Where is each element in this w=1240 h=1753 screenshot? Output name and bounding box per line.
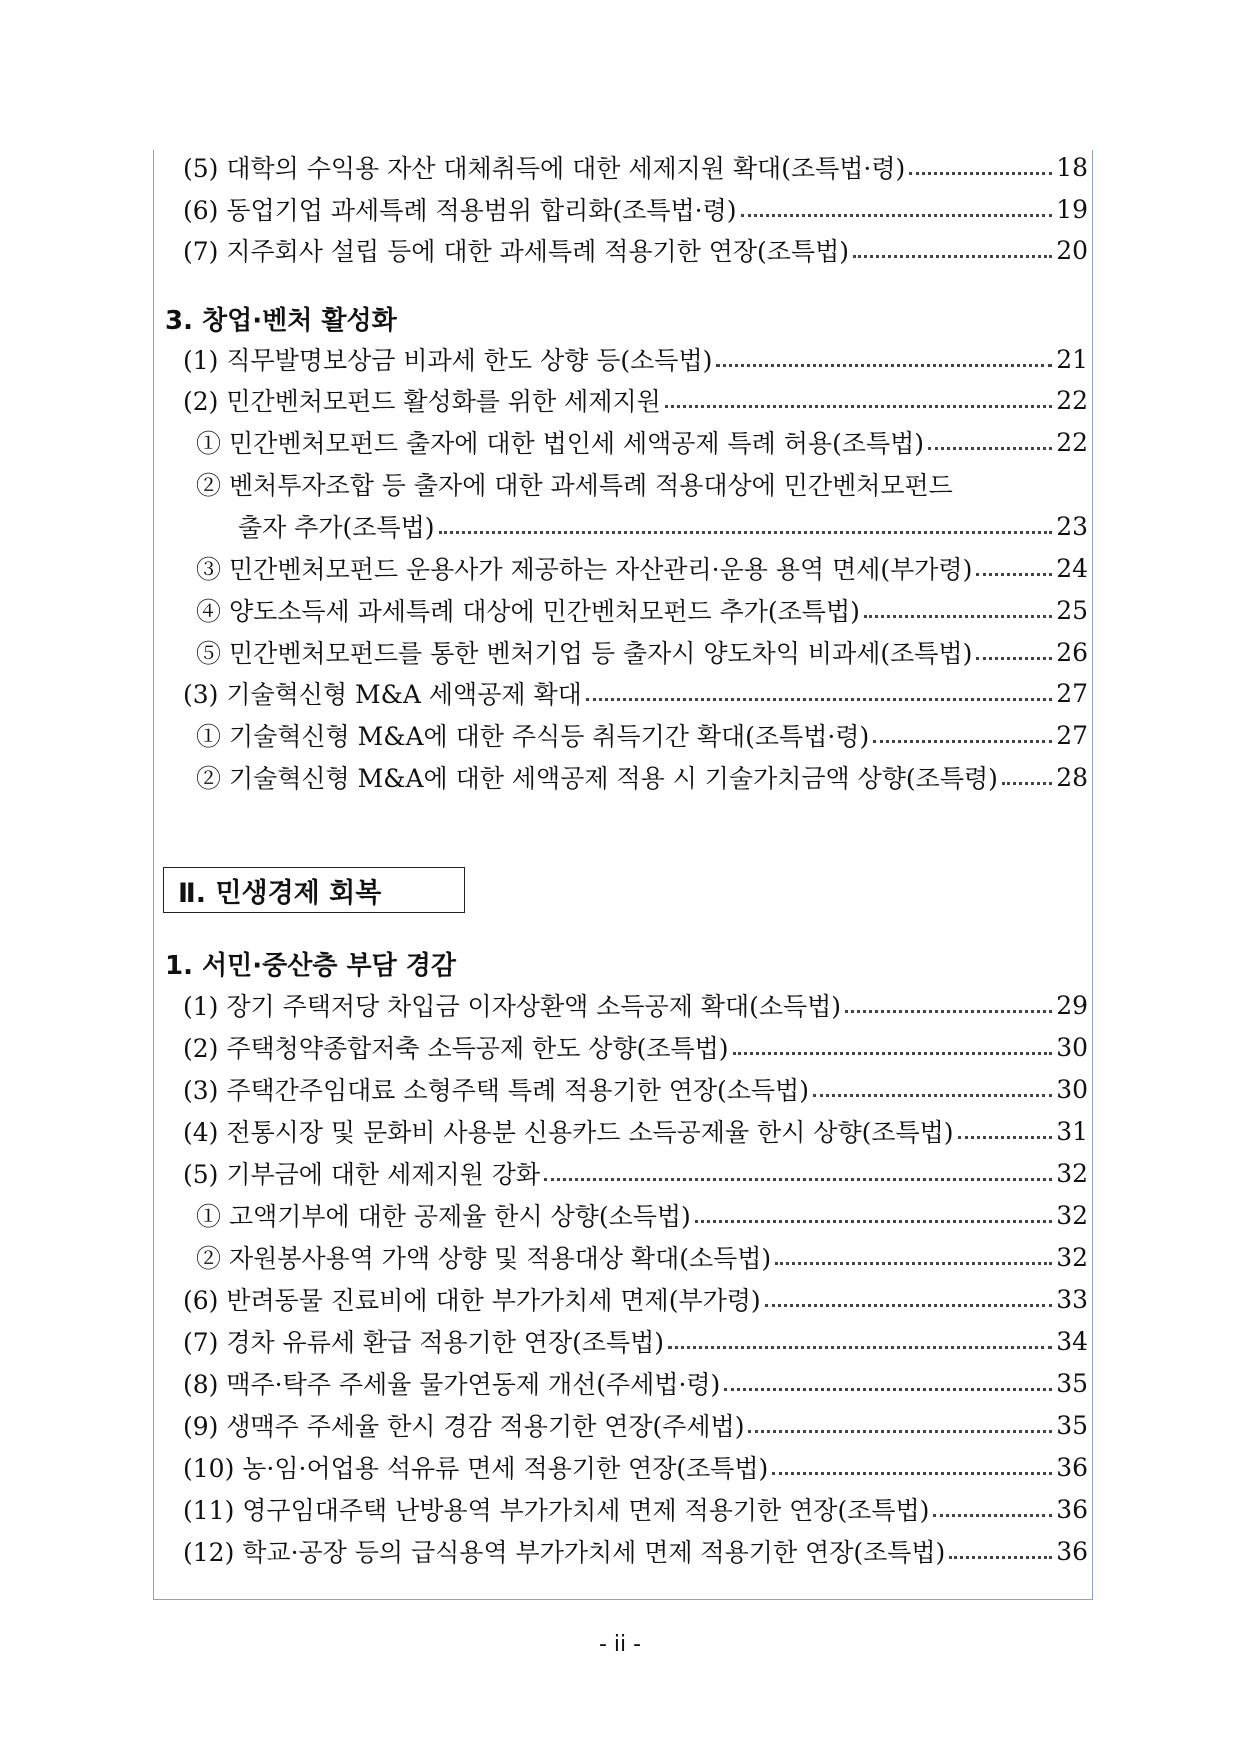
toc-entry-page: 20 bbox=[1056, 235, 1088, 265]
toc-entry[interactable] bbox=[183, 339, 1088, 379]
leader-dots bbox=[748, 1430, 1052, 1433]
toc-entry-text: (12) 학교·공장 등의 급식용역 부가가치세 면제 적용기한 연장(조특법) bbox=[183, 1538, 946, 1567]
toc-entry-text: ① 민간벤처모펀드 출자에 대한 법인세 세액공제 특례 허용(조특법) bbox=[196, 429, 925, 458]
leader-dots bbox=[1002, 782, 1052, 785]
toc-entry-text: ④ 양도소득세 과세특례 대상에 민간벤처모펀드 추가(조특법) bbox=[196, 597, 860, 626]
section-heading: 1. 서민·중산층 부담 경감 bbox=[165, 951, 457, 981]
leader-dots bbox=[586, 698, 1052, 701]
toc-entry-page: 30 bbox=[1056, 1074, 1088, 1104]
toc-entry-page: 30 bbox=[1056, 1032, 1088, 1062]
toc-entry[interactable] bbox=[183, 1447, 1088, 1487]
leader-dots bbox=[949, 1556, 1052, 1559]
toc-entry-text: (4) 전통시장 및 문화비 사용분 신용카드 소득공제율 한시 상향(조특법) bbox=[183, 1118, 954, 1147]
leader-dots bbox=[958, 1136, 1053, 1139]
toc-entry[interactable] bbox=[183, 189, 1088, 229]
toc-entry[interactable] bbox=[183, 1321, 1088, 1361]
toc-entry[interactable] bbox=[196, 464, 1088, 504]
toc-entry-text: ② 자원봉사용역 가액 상향 및 적용대상 확대(소득법) bbox=[196, 1244, 772, 1273]
leader-dots bbox=[724, 1388, 1052, 1391]
toc-entry-page: 27 bbox=[1056, 678, 1088, 708]
toc-entry[interactable] bbox=[196, 1237, 1088, 1277]
toc-entry[interactable] bbox=[183, 1027, 1088, 1067]
toc-entry-page: 34 bbox=[1056, 1326, 1088, 1356]
toc-entry[interactable] bbox=[183, 1069, 1088, 1109]
toc-entry-text: ② 벤처투자조합 등 출자에 대한 과세특례 적용대상에 민간벤처모펀드 bbox=[196, 471, 953, 500]
leader-dots bbox=[976, 573, 1052, 576]
toc-entry-page: 36 bbox=[1056, 1452, 1088, 1482]
toc-entry-page: 24 bbox=[1056, 553, 1088, 583]
toc-entry[interactable] bbox=[196, 715, 1088, 755]
toc-entry-text: (8) 맥주·탁주 주세율 물가연동제 개선(주세법·령) bbox=[183, 1370, 721, 1399]
leader-dots bbox=[864, 615, 1052, 618]
toc-entry-page: 22 bbox=[1056, 385, 1088, 415]
toc-entry[interactable] bbox=[183, 147, 1088, 187]
toc-entry-text: (2) 민간벤처모펀드 활성화를 위한 세제지원 bbox=[183, 387, 661, 416]
leader-dots bbox=[765, 1304, 1053, 1307]
leader-dots bbox=[716, 364, 1052, 367]
toc-entry-page: 18 bbox=[1056, 152, 1088, 182]
leader-dots bbox=[775, 1262, 1052, 1265]
toc-entry[interactable] bbox=[196, 757, 1088, 797]
toc-entry-text: 출자 추가(조특법) bbox=[238, 513, 435, 542]
toc-entry-text: (3) 주택간주임대료 소형주택 특례 적용기한 연장(소득법) bbox=[183, 1076, 809, 1105]
leader-dots bbox=[665, 405, 1052, 408]
toc-entry-text: (9) 생맥주 주세율 한시 경감 적용기한 연장(주세법) bbox=[183, 1412, 745, 1441]
page-number: - ii - bbox=[598, 1632, 642, 1657]
leader-dots bbox=[928, 447, 1052, 450]
chapter-heading-box: Ⅱ. 민생경제 회복 bbox=[163, 867, 465, 913]
toc-entry[interactable] bbox=[196, 632, 1088, 672]
toc-entry-page: 22 bbox=[1056, 427, 1088, 457]
section-heading: 3. 창업·벤처 활성화 bbox=[165, 306, 397, 336]
toc-entry-text: ① 고액기부에 대한 공제율 한시 상향(소득법) bbox=[196, 1202, 691, 1231]
toc-entry-text: (11) 영구임대주택 난방용역 부가가치세 면제 적용기한 연장(조특법) bbox=[183, 1496, 930, 1525]
toc-entry-text: (5) 대학의 수익용 자산 대체취득에 대한 세제지원 확대(조특법·령) bbox=[183, 154, 906, 183]
toc-entry[interactable] bbox=[183, 1279, 1088, 1319]
leader-dots bbox=[668, 1346, 1052, 1349]
toc-entry-page: 31 bbox=[1056, 1116, 1088, 1146]
toc-entry-text: (2) 주택청약종합저축 소득공제 한도 상향(조특법) bbox=[183, 1034, 729, 1063]
toc-entry-text: (7) 지주회사 설립 등에 대한 과세특례 적용기한 연장(조특법) bbox=[183, 237, 849, 266]
toc-entry-page: 21 bbox=[1056, 344, 1088, 374]
toc-entry-text: ⑤ 민간벤처모펀드를 통한 벤처기업 등 출자시 양도차익 비과세(조특법) bbox=[196, 639, 973, 668]
toc-entry-page: 32 bbox=[1056, 1158, 1088, 1188]
toc-entry-text: (6) 동업기업 과세특례 적용범위 합리화(조특법·령) bbox=[183, 196, 737, 225]
toc-entry-text: (1) 장기 주택저당 차입금 이자상환액 소득공제 확대(소득법) bbox=[183, 992, 842, 1021]
toc-entry-page: 25 bbox=[1056, 595, 1088, 625]
toc-entry-text: (10) 농·임·어업용 석유류 면세 적용기한 연장(조특법) bbox=[183, 1454, 769, 1483]
toc-entry[interactable] bbox=[183, 1405, 1088, 1445]
toc-entry-page: 23 bbox=[1056, 511, 1088, 541]
leader-dots bbox=[853, 255, 1052, 258]
toc-entry-page: 36 bbox=[1056, 1494, 1088, 1524]
toc-entry-text: (3) 기술혁신형 M&A 세액공제 확대 bbox=[183, 680, 582, 709]
toc-entry[interactable] bbox=[183, 1363, 1088, 1403]
toc-entry-text: ② 기술혁신형 M&A에 대한 세액공제 적용 시 기술가치금액 상향(조특령) bbox=[196, 764, 998, 793]
leader-dots bbox=[544, 1178, 1052, 1181]
toc-entry[interactable] bbox=[183, 230, 1088, 270]
leader-dots bbox=[733, 1052, 1053, 1055]
toc-entry-text: (6) 반려동물 진료비에 대한 부가가치세 면제(부가령) bbox=[183, 1286, 761, 1315]
toc-entry-page: 35 bbox=[1056, 1368, 1088, 1398]
toc-entry[interactable] bbox=[196, 422, 1088, 462]
toc-entry-page: 32 bbox=[1056, 1200, 1088, 1230]
toc-entry-text: (5) 기부금에 대한 세제지원 강화 bbox=[183, 1160, 541, 1189]
leader-dots bbox=[772, 1472, 1052, 1475]
leader-dots bbox=[741, 214, 1053, 217]
toc-entry-page: 28 bbox=[1056, 762, 1088, 792]
toc-entry-text: (1) 직무발명보상금 비과세 한도 상향 등(소득법) bbox=[183, 346, 713, 375]
leader-dots bbox=[873, 740, 1052, 743]
toc-entry-page: 27 bbox=[1056, 720, 1088, 750]
toc-entry-text: ③ 민간벤처모펀드 운용사가 제공하는 자산관리·운용 용역 면세(부가령) bbox=[196, 555, 973, 584]
toc-entry[interactable] bbox=[183, 985, 1088, 1025]
toc-entry-page: 26 bbox=[1056, 637, 1088, 667]
toc-entry-page: 35 bbox=[1056, 1410, 1088, 1440]
leader-dots bbox=[845, 1010, 1052, 1013]
toc-entry[interactable] bbox=[183, 1153, 1088, 1193]
toc-entry-page: 32 bbox=[1056, 1242, 1088, 1272]
leader-dots bbox=[909, 172, 1052, 175]
toc-entry-page: 33 bbox=[1056, 1284, 1088, 1314]
toc-entry[interactable] bbox=[183, 1531, 1088, 1571]
toc-entry[interactable] bbox=[183, 1111, 1088, 1151]
leader-dots bbox=[813, 1094, 1052, 1097]
toc-entry-page: 19 bbox=[1056, 194, 1088, 224]
toc-entry[interactable] bbox=[238, 506, 1088, 546]
toc-entry-page: 29 bbox=[1056, 990, 1088, 1020]
toc-entry[interactable] bbox=[183, 1489, 1088, 1529]
leader-dots bbox=[695, 1220, 1052, 1223]
toc-entry[interactable] bbox=[183, 380, 1088, 420]
toc-entry-page: 36 bbox=[1056, 1536, 1088, 1566]
toc-entry-text: (7) 경차 유류세 환급 적용기한 연장(조특법) bbox=[183, 1328, 665, 1357]
leader-dots bbox=[933, 1514, 1052, 1517]
leader-dots bbox=[439, 531, 1053, 534]
leader-dots bbox=[976, 657, 1052, 660]
toc-entry[interactable] bbox=[196, 1195, 1088, 1235]
toc-entry[interactable] bbox=[183, 673, 1088, 713]
toc-entry[interactable] bbox=[196, 548, 1088, 588]
toc-entry-text: ① 기술혁신형 M&A에 대한 주식등 취득기간 확대(조특법·령) bbox=[196, 722, 870, 751]
toc-entry[interactable] bbox=[196, 590, 1088, 630]
